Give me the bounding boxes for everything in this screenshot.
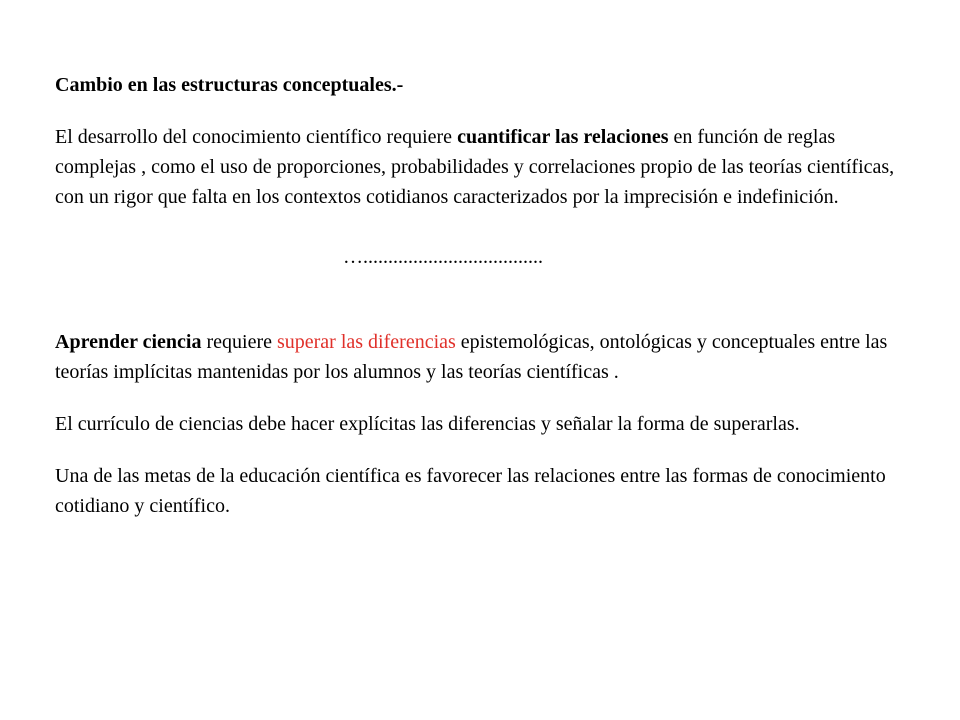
paragraph-1-emphasis: cuantificar las relaciones: [457, 126, 669, 148]
paragraph-learning-science: [55, 327, 915, 387]
slide-content: [55, 70, 915, 521]
paragraph-curriculum: El currículo de ciencias debe hacer explícitas las diferencias y señalar la forma de superarlas.: [55, 413, 800, 435]
paragraph-2-emphasis: Aprender ciencia: [55, 331, 202, 353]
paragraph-quantify-relations: [55, 122, 915, 212]
ellipsis-separator: …....................................: [343, 246, 543, 268]
paragraph-1-rest: en función de reglas complejas , como el uso de proporciones, probabilidades y correlaciones propio de las teorías científicas, con un rigor que falta en los contextos cotidianos caracterizados por la imprecisión e indefinición.: [55, 126, 895, 208]
paragraph-1-lead: El desarrollo del conocimiento científico requiere: [55, 126, 458, 148]
slide-title: Cambio en las estructuras conceptuales.-: [55, 74, 404, 96]
paragraph-2-mid: requiere: [201, 331, 277, 353]
paragraph-2-highlight: superar las diferencias: [276, 331, 456, 353]
paragraph-goals: Una de las metas de la educación científica es favorecer las relaciones entre las formas de conocimiento cotidiano y científico.: [55, 465, 886, 517]
paragraph-2-rest: epistemológicas, ontológicas y conceptuales entre las teorías implícitas mantenidas por los alumnos y las teorías científicas .: [55, 331, 888, 383]
